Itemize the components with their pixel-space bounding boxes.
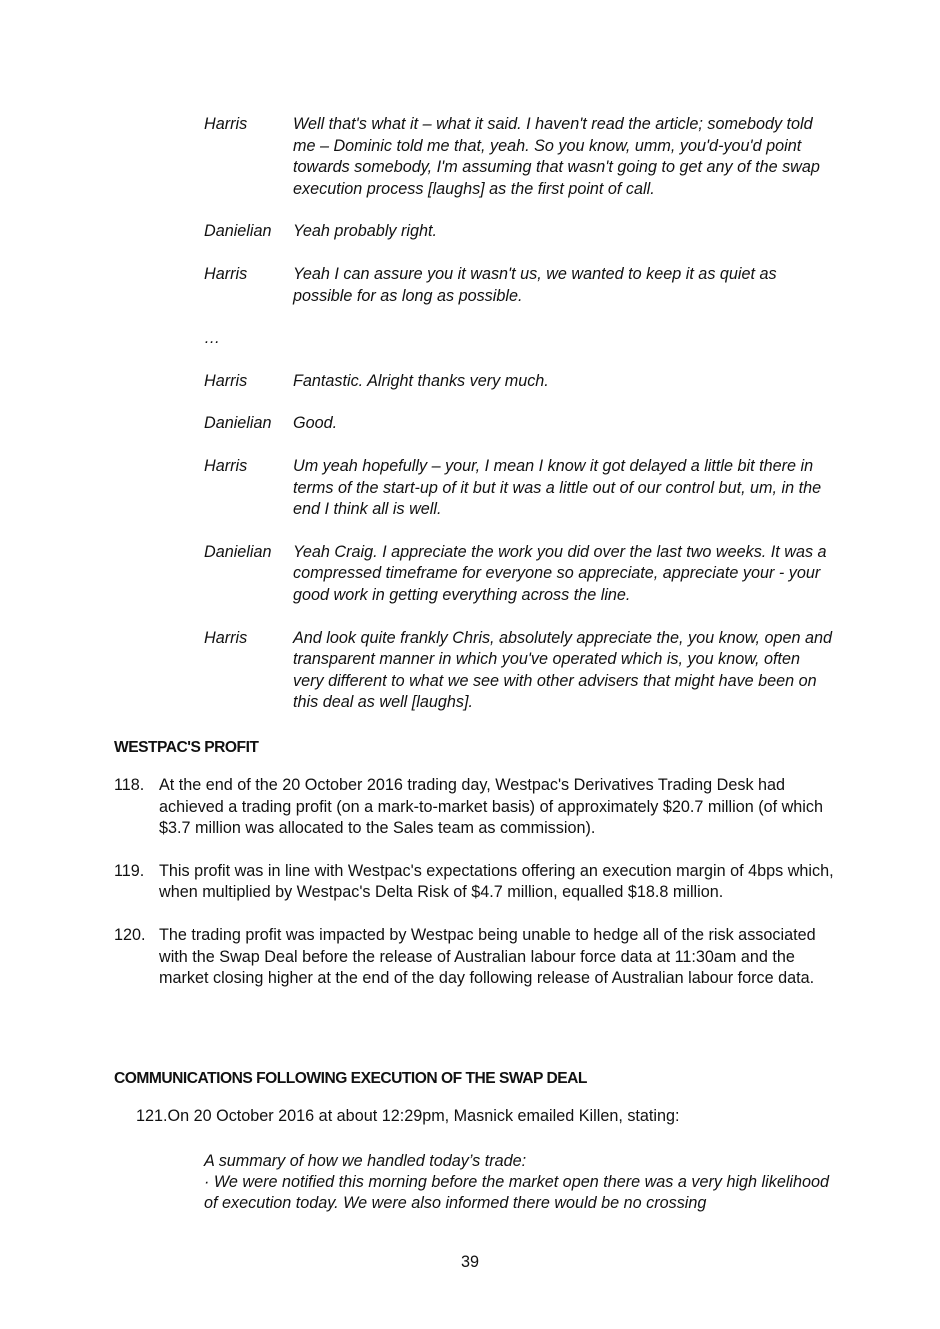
speaker-name: Harris [204, 628, 248, 647]
speaker-name: Danielian [204, 542, 272, 561]
section-heading-westpac-profit: WESTPAC'S PROFIT [114, 739, 259, 756]
speech-text: Fantastic. Alright thanks very much. [293, 371, 549, 390]
transcript-turn [204, 542, 834, 607]
speech-text: Um yeah hopefully – your, I mean I know it got delayed a little bit there in terms of the start-up of it but it was a little out of our control but, um, in the end I think all is well. [293, 456, 822, 519]
transcript [204, 114, 834, 735]
speech-text: And look quite frankly Chris, absolutely appreciate the, you know, open and transparent manner in which you've operated which is, you know, often very different to what we see with other advisers that might have been on this deal as well [laughs]. [293, 628, 833, 712]
speaker-name: Danielian [204, 222, 272, 241]
speech-text: Well that's what it – what it said. I haven't read the article; somebody told me – Dominic told me that, yeah. So you know, umm, you'd-you'd point towards somebody, I'm assuming that wasn't going to get any of the swap execution process [laughs] as the first point of call. [293, 115, 820, 198]
omission-ellipsis: … [204, 329, 221, 348]
email-quote [204, 1151, 834, 1214]
speech-text: Good. [293, 414, 338, 433]
quote-line: · We were notified this morning before the market open there was a very high likelihood of execution today. We were also informed there would be no crossing [204, 1173, 830, 1212]
numbered-paragraphs [114, 775, 834, 1011]
speaker-name: Harris [204, 115, 248, 133]
transcript-turn [204, 371, 834, 393]
transcript-turn [204, 221, 834, 243]
paragraph-120 [114, 925, 834, 990]
paragraph-121: 121.On 20 October 2016 at about 12:29pm, Masnick emailed Killen, stating: [136, 1107, 680, 1125]
paragraph-text: This profit was in line with Westpac's expectations offering an execution margin of 4bps which, when multiplied by Westpac's Delta Risk of $4.7 million, equalled $18.8 million. [159, 861, 834, 902]
paragraph-text: At the end of the 20 October 2016 trading day, Westpac's Derivatives Trading Desk had achieved a trading profit (on a mark-to-market basis) of approximately $20.7 million (of which $3.7 million was allocated to the Sales team as commission). [159, 776, 823, 838]
paragraph-number: 118. [114, 776, 145, 794]
section-heading-communications: COMMUNICATIONS FOLLOWING EXECUTION OF THE SWAP DEAL [114, 1070, 587, 1087]
speech-text: Yeah probably right. [293, 222, 437, 241]
transcript-turn [204, 413, 834, 435]
paragraph-118 [114, 775, 834, 840]
transcript-turn [204, 456, 834, 521]
page-number: 39 [460, 1253, 479, 1271]
quote-line: A summary of how we handled today’s trade: [204, 1152, 527, 1170]
speaker-name: Harris [204, 371, 248, 390]
speech-text: Yeah Craig. I appreciate the work you did over the last two weeks. It was a compressed timeframe for everyone so appreciate, appreciate your - your good work in getting everything across the line. [293, 542, 827, 604]
transcript-turn [204, 114, 834, 200]
paragraph-number: 120. [114, 925, 146, 944]
speech-text: Yeah I can assure you it wasn't us, we wanted to keep it as quiet as possible for as long as possible. [293, 264, 777, 305]
transcript-turn [204, 628, 834, 714]
speaker-name: Danielian [204, 414, 272, 433]
transcript-turn [204, 264, 834, 307]
paragraph-text: The trading profit was impacted by Westpac being unable to hedge all of the risk associated with the Swap Deal before the release of Australian labour force data at 11:30am and the market closing higher at the end of the day following release of Australian labour force data. [159, 925, 816, 988]
speaker-name: Harris [204, 456, 248, 475]
paragraph-119 [114, 861, 834, 904]
paragraph-number: 119. [114, 861, 145, 880]
speaker-name: Harris [204, 264, 248, 283]
